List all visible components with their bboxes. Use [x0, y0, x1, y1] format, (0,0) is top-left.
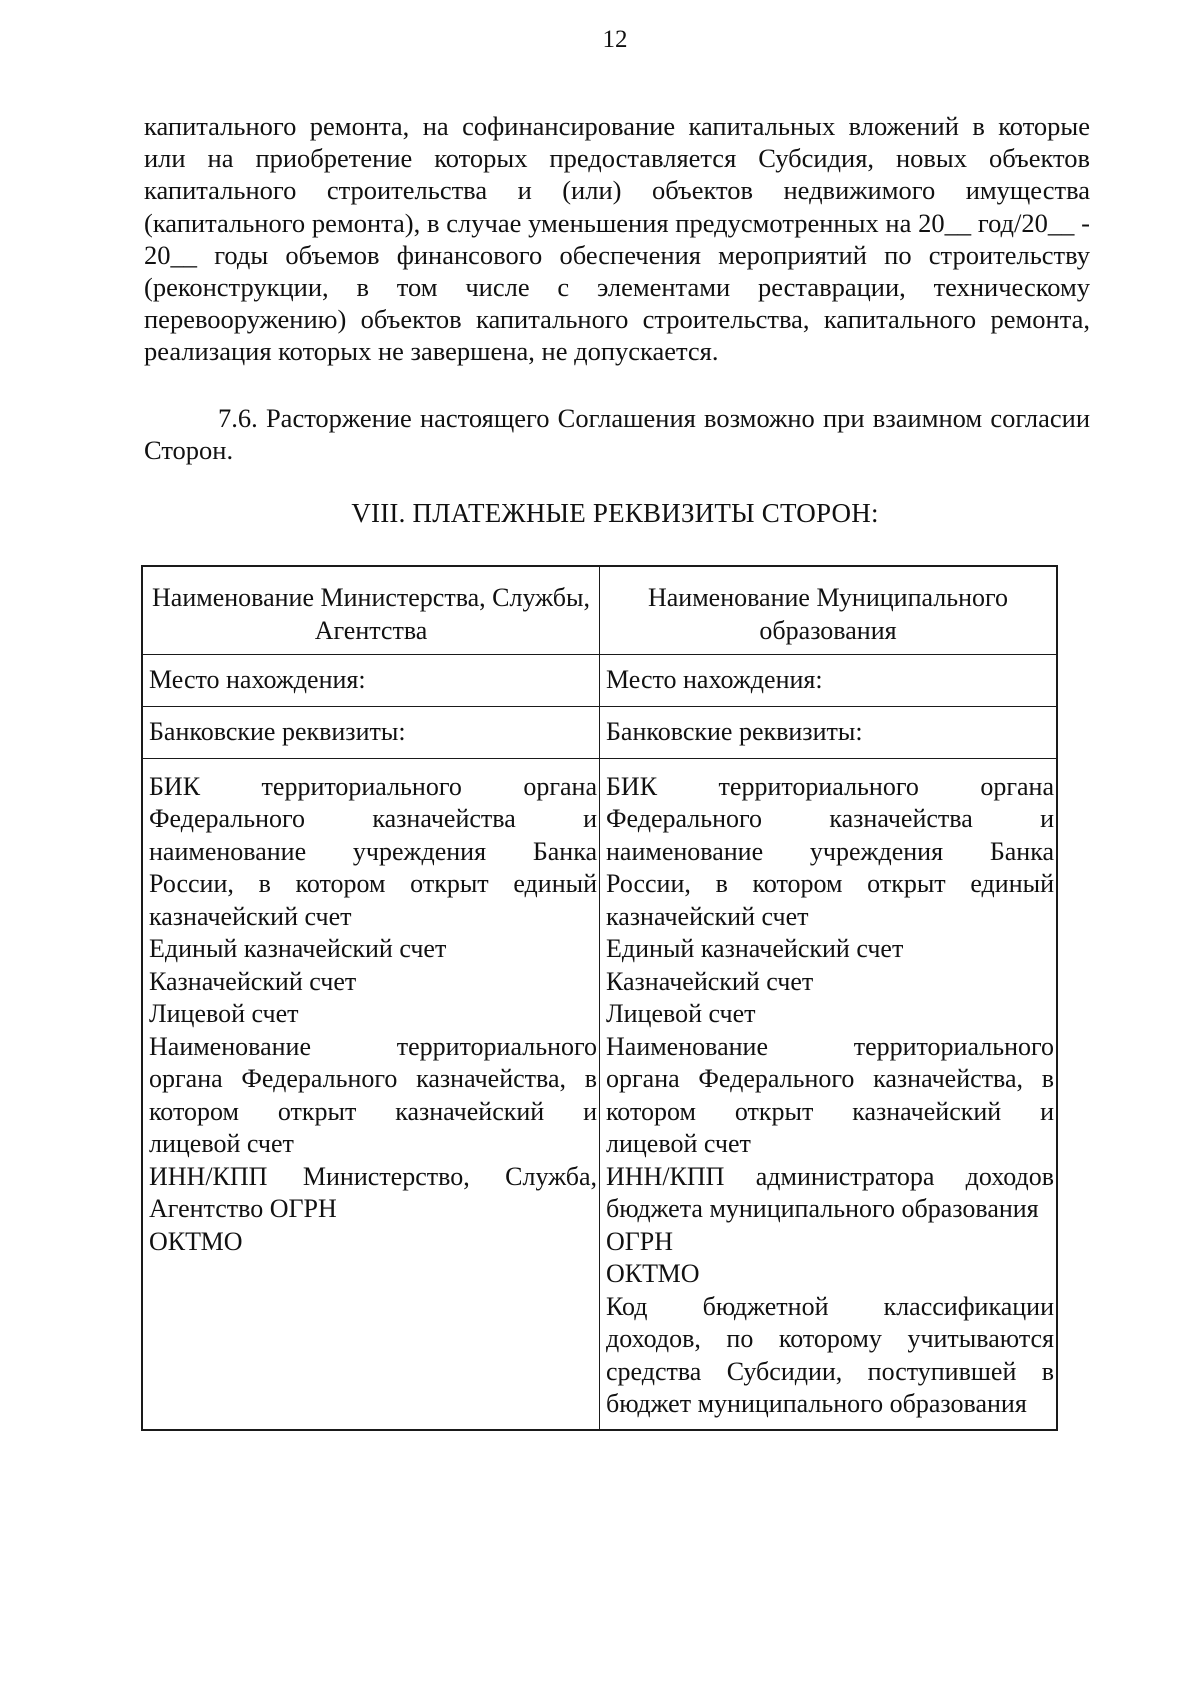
- treasury-body-text: Наименование территориального органа Федерального казначейства, в котором открыт казначейский и лицевой счет: [149, 1031, 597, 1158]
- personal-account-text: Лицевой счет: [606, 999, 756, 1028]
- bik-text: БИК территориального органа Федерального казначейства и наименование учреждения Банка России, в котором открыт единый казначейский счет: [606, 771, 1054, 931]
- single-account-text: Единый казначейский счет: [149, 934, 447, 963]
- table-row-bank: [142, 706, 1057, 758]
- header-ministry: Наименование Министерства, Службы, Агентства: [142, 566, 600, 654]
- page-number: 12: [602, 26, 628, 53]
- treasury-account-text: Казначейский счет: [606, 966, 814, 996]
- oktmo-text: ОКТМО: [149, 1226, 243, 1256]
- table-row-location: [142, 654, 1057, 706]
- details-right: [600, 758, 1058, 1430]
- inn-kpp-text: ИНН/КПП администратора доходов бюджета муниципального образования: [606, 1161, 1054, 1223]
- details-left: [142, 758, 600, 1430]
- paragraph-7-6: 7.6. Расторжение настоящего Соглашения возможно при взаимном согласии Сторон.: [144, 403, 1090, 466]
- ogrn-text: ОГРН: [606, 1226, 674, 1256]
- treasury-account-text: Казначейский счет: [149, 966, 357, 996]
- section-heading: VIII. ПЛАТЕЖНЫЕ РЕКВИЗИТЫ СТОРОН:: [351, 498, 879, 528]
- bank-label-left: Банковские реквизиты:: [142, 706, 600, 758]
- single-account-text: Единый казначейский счет: [606, 934, 904, 963]
- treasury-body-text: Наименование территориального органа Федерального казначейства, в котором открыт казначейский и лицевой счет: [606, 1031, 1054, 1158]
- location-label-left: Место нахождения:: [142, 654, 600, 706]
- bik-text: БИК территориального органа Федерального казначейства и наименование учреждения Банка России, в котором открыт единый казначейский счет: [149, 771, 597, 931]
- table-header-row: [142, 566, 1057, 654]
- location-label-right: Место нахождения:: [600, 654, 1058, 706]
- oktmo-text: ОКТМО: [606, 1259, 700, 1288]
- bank-label-right: Банковские реквизиты:: [600, 706, 1058, 758]
- inn-kpp-text: ИНН/КПП Министерство, Служба, Агентство ОГРН: [149, 1161, 597, 1223]
- payment-details-table: [141, 565, 1058, 1431]
- kbk-text: Код бюджетной классификации доходов, по которому учитываются средства Субсидии, поступившей в бюджет муниципального образования: [606, 1291, 1054, 1418]
- paragraph-continuation: капитального ремонта, на софинансирование капитальных вложений в которые или на приобретение которых предоставляется Субсидия, новых объектов капитального строительства и (или) объектов недвижимого имущества (капитального ремонта), в случае уменьшения предусмотренных на 20__ год/20__ - 20__ годы объемов финансового обеспечения мероприятий по строительству (реконструкции, в том числе с элементами реставрации, техническому перевооружению) объектов капитального строительства, капитального ремонта, реализация которых не завершена, не допускается.: [144, 111, 1090, 367]
- header-municipality: Наименование Муниципального образования: [600, 566, 1058, 654]
- table-row-details: [142, 758, 1057, 1430]
- personal-account-text: Лицевой счет: [149, 999, 299, 1028]
